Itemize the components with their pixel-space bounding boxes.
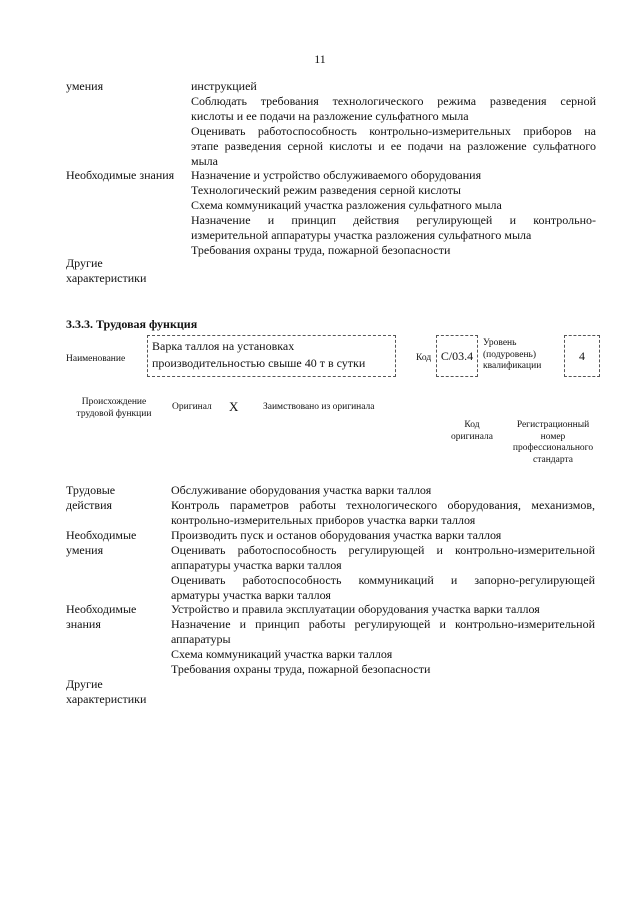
other-label-prev: Другие характеристики: [66, 256, 147, 285]
list-item: контрольно-измерительных приборов участка варки таллоя: [171, 513, 476, 527]
list-item: Оценивать работоспособность регулирующей и контрольно-измерительной: [171, 543, 595, 557]
list-item: аппаратуры участка варки таллоя: [171, 558, 342, 572]
list-item: мыла: [191, 154, 218, 168]
page-number: 11: [314, 52, 326, 66]
function-name-line-2: производительностью свыше 40 т в сутки: [152, 356, 366, 370]
list-item: Оценивать работоспособность коммуникаций и запорно-регулирующей: [171, 573, 595, 587]
actions-list: [171, 483, 595, 528]
actions-label: Трудовые действия: [66, 483, 116, 512]
origin-label: Происхождение трудовой функции: [76, 397, 152, 419]
list-item: Назначение и принцип работы регулирующей и контрольно-измерительной: [171, 617, 595, 631]
list-item: Схема коммуникаций участка разложения сульфатного мыла: [191, 198, 502, 212]
section-title: 3.3.3. Трудовая функция: [66, 317, 198, 331]
list-item: Назначение и устройство обслуживаемого оборудования: [191, 168, 482, 182]
knowledge-list: [171, 602, 595, 677]
list-item: арматуры участка варки таллоя: [171, 588, 331, 602]
knowledge-label-prev: Необходимые знания: [66, 168, 175, 182]
list-item: Схема коммуникаций участка варки таллоя: [171, 647, 393, 661]
skills-list-prev: [191, 79, 596, 169]
level-label: Уровень (подуровень) квалификации: [483, 338, 542, 371]
list-item: Обслуживание оборудования участка варки таллоя: [171, 483, 432, 497]
list-item: Соблюдать требования технологического режима разведения серной: [191, 94, 596, 108]
name-label: Наименование: [66, 354, 126, 364]
code-value: C/03.4: [436, 335, 478, 377]
skills-list: [171, 528, 595, 603]
borrowed-label: Заимствовано из оригинала: [263, 402, 375, 412]
list-item: аппаратуры: [171, 632, 231, 646]
list-item: Оценивать работоспособность контрольно-измерительных приборов на: [191, 124, 596, 138]
list-item: этапе разведения серной кислоты и ее подачи на разложение сульфатного: [191, 139, 596, 153]
list-item: Контроль параметров работы технологического оборудования, механизмов,: [171, 498, 595, 512]
skills-label: Необходимые умения: [66, 528, 137, 557]
list-item: Производить пуск и останов оборудования участка варки таллоя: [171, 528, 502, 542]
list-item: Требования охраны труда, пожарной безопасности: [171, 662, 431, 676]
code-label: Код: [416, 353, 432, 363]
original-mark: X: [229, 399, 239, 414]
list-item: Технологический режим разведения серной кислоты: [191, 183, 461, 197]
registration-number-label: Регистрационный номер профессионального стандарта: [512, 420, 594, 465]
original-label: Оригинал: [172, 402, 212, 412]
knowledge-label: Необходимые знания: [66, 602, 137, 631]
knowledge-list-prev: [191, 168, 596, 258]
list-item: измерительной аппаратуры участка разложения сульфатного мыла: [191, 228, 532, 242]
skills-label-prev: умения: [66, 79, 104, 93]
list-item: Назначение и принцип действия регулирующей и контрольно-: [191, 213, 596, 227]
list-item: кислоты и ее подачи на разложение сульфатного мыла: [191, 109, 469, 123]
list-item: Требования охраны труда, пожарной безопасности: [191, 243, 451, 257]
list-item: инструкцией: [191, 79, 257, 93]
other-label: Другие характеристики: [66, 677, 147, 706]
function-name-line-1: Варка таллоя на установках: [152, 339, 295, 353]
level-value: 4: [564, 335, 600, 377]
original-code-label: Код оригинала: [451, 420, 493, 442]
function-name-box: [147, 335, 396, 377]
list-item: Устройство и правила эксплуатации оборудования участка варки таллоя: [171, 602, 540, 616]
